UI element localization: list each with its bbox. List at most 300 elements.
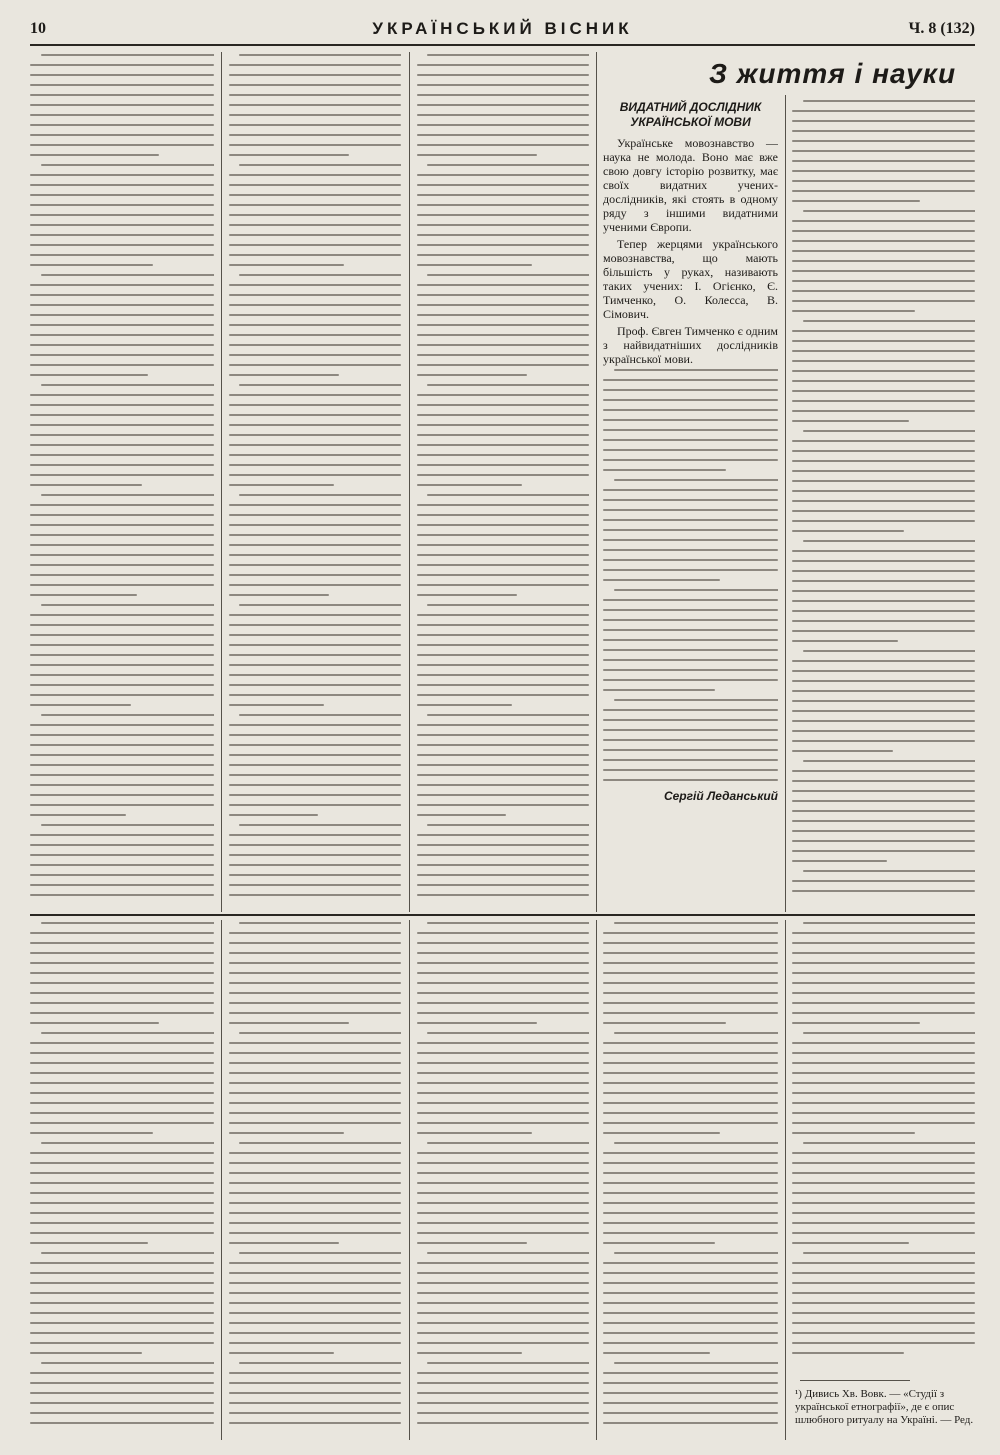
- text-line: [792, 1292, 975, 1294]
- text-line: [30, 774, 214, 776]
- text-line: [229, 874, 401, 876]
- text-line: [417, 774, 589, 776]
- text-line: [417, 254, 589, 256]
- text-line: [603, 1022, 726, 1024]
- text-line: [417, 504, 589, 506]
- text-line: [792, 750, 893, 752]
- text-line: [30, 64, 214, 66]
- text-line: [229, 674, 401, 676]
- text-line: [30, 1012, 214, 1014]
- text-line: [229, 1072, 401, 1074]
- text-line: [229, 804, 401, 806]
- text-line: [417, 1052, 589, 1054]
- text-line: [30, 1392, 214, 1394]
- text-line: [229, 154, 349, 156]
- text-line: [229, 1402, 401, 1404]
- text-line: [30, 324, 214, 326]
- text-line: [792, 1002, 975, 1004]
- text-line: [30, 114, 214, 116]
- text-line: [792, 590, 975, 592]
- text-line: [30, 154, 159, 156]
- text-line: [229, 244, 401, 246]
- text-line: [417, 404, 589, 406]
- text-line: [792, 820, 975, 822]
- text-line: [30, 1302, 214, 1304]
- text-line: [229, 484, 334, 486]
- text-line: [229, 414, 401, 416]
- text-line: [229, 1102, 401, 1104]
- text-line: [792, 350, 975, 352]
- column-divider: [596, 52, 597, 912]
- text-line: [229, 544, 401, 546]
- text-line: [792, 1202, 975, 1204]
- text-line: [417, 1242, 527, 1244]
- text-line: [417, 624, 589, 626]
- text-line: [792, 1272, 975, 1274]
- text-line: [603, 559, 778, 561]
- column-lower-5: [792, 922, 975, 1372]
- text-line: [792, 740, 975, 742]
- text-line: [30, 284, 214, 286]
- text-line: [603, 459, 778, 461]
- text-line: [803, 922, 975, 924]
- text-line: [603, 1202, 778, 1204]
- text-line: [603, 1092, 778, 1094]
- text-line: [603, 1272, 778, 1274]
- text-line: [417, 1102, 589, 1104]
- text-line: [30, 1072, 214, 1074]
- text-line: [30, 804, 214, 806]
- text-line: [417, 1282, 589, 1284]
- section-title: З життя і науки: [708, 58, 957, 89]
- text-line: [427, 1032, 589, 1034]
- text-line: [417, 864, 589, 866]
- text-lines: [417, 922, 589, 1432]
- text-line: [803, 760, 975, 762]
- text-line: [417, 694, 589, 696]
- text-line: [792, 1282, 975, 1284]
- text-line: [417, 1322, 589, 1324]
- text-line: [603, 779, 778, 781]
- text-line: [603, 499, 778, 501]
- text-line: [792, 270, 975, 272]
- text-line: [603, 962, 778, 964]
- text-line: [603, 1402, 778, 1404]
- text-line: [417, 554, 589, 556]
- text-line: [229, 724, 401, 726]
- text-line: [229, 364, 401, 366]
- text-line: [417, 962, 589, 964]
- text-line: [229, 194, 401, 196]
- text-lines: [229, 54, 401, 904]
- text-line: [229, 204, 401, 206]
- text-line: [603, 942, 778, 944]
- text-line: [30, 1212, 214, 1214]
- text-line: [603, 419, 778, 421]
- text-line: [229, 514, 401, 516]
- text-line: [417, 264, 532, 266]
- text-line: [30, 654, 214, 656]
- text-line: [417, 414, 589, 416]
- text-line: [30, 704, 131, 706]
- text-line: [792, 850, 975, 852]
- text-line: [792, 420, 909, 422]
- text-line: [30, 1222, 214, 1224]
- footnote-divider: [800, 1380, 910, 1381]
- text-line: [603, 679, 778, 681]
- text-line: [792, 310, 915, 312]
- text-line: [229, 972, 401, 974]
- text-line: [792, 680, 975, 682]
- text-line: [603, 1332, 778, 1334]
- text-line: [603, 1352, 710, 1354]
- column-upper-1: [30, 54, 214, 912]
- text-line: [30, 874, 214, 876]
- text-line: [603, 1102, 778, 1104]
- text-line: [229, 784, 401, 786]
- text-line: [417, 932, 589, 934]
- column-lower-3: [417, 922, 589, 1440]
- text-line: [30, 504, 214, 506]
- text-line: [417, 1202, 589, 1204]
- text-line: [229, 334, 401, 336]
- text-line: [417, 1012, 589, 1014]
- text-line: [427, 384, 589, 386]
- text-line: [417, 144, 589, 146]
- text-line: [417, 1372, 589, 1374]
- text-line: [239, 1142, 401, 1144]
- text-line: [603, 649, 778, 651]
- text-line: [239, 494, 401, 496]
- text-line: [229, 264, 344, 266]
- text-line: [30, 942, 214, 944]
- text-line: [417, 1232, 589, 1234]
- text-line: [803, 1142, 975, 1144]
- text-line: [30, 1322, 214, 1324]
- text-line: [239, 274, 401, 276]
- text-line: [792, 1322, 975, 1324]
- text-line: [603, 1412, 778, 1414]
- text-line: [603, 1292, 778, 1294]
- text-line: [239, 714, 401, 716]
- text-line: [792, 800, 975, 802]
- text-line: [603, 709, 778, 711]
- text-line: [30, 1092, 214, 1094]
- text-line: [417, 244, 589, 246]
- text-line: [30, 294, 214, 296]
- text-line: [229, 594, 329, 596]
- text-line: [417, 124, 589, 126]
- text-line: [229, 1282, 401, 1284]
- text-line: [603, 1312, 778, 1314]
- text-line: [792, 1302, 975, 1304]
- text-line: [30, 644, 214, 646]
- text-line: [792, 770, 975, 772]
- text-line: [417, 284, 589, 286]
- text-line: [229, 294, 401, 296]
- text-line: [614, 1252, 779, 1254]
- text-line: [41, 714, 214, 716]
- text-line: [792, 280, 975, 282]
- text-line: [41, 604, 214, 606]
- text-line: [229, 1182, 401, 1184]
- text-line: [229, 464, 401, 466]
- text-line: [792, 1342, 975, 1344]
- section-divider: [30, 914, 975, 916]
- text-line: [417, 1122, 589, 1124]
- text-line: [30, 754, 214, 756]
- text-line: [417, 634, 589, 636]
- text-line: [417, 1112, 589, 1114]
- text-line: [603, 659, 778, 661]
- text-line: [30, 264, 153, 266]
- text-line: [229, 684, 401, 686]
- text-line: [417, 834, 589, 836]
- text-line: [30, 1052, 214, 1054]
- column-lower-4: [603, 922, 778, 1440]
- text-line: [603, 1042, 778, 1044]
- text-line: [229, 634, 401, 636]
- text-line: [30, 764, 214, 766]
- text-line: [30, 1002, 214, 1004]
- text-line: [603, 1052, 778, 1054]
- text-line: [229, 74, 401, 76]
- text-line: [417, 664, 589, 666]
- text-line: [229, 1092, 401, 1094]
- text-line: [30, 104, 214, 106]
- text-line: [30, 144, 214, 146]
- text-line: [603, 1062, 778, 1064]
- text-line: [30, 1182, 214, 1184]
- text-line: [417, 1332, 589, 1334]
- text-line: [30, 1402, 214, 1404]
- text-line: [427, 604, 589, 606]
- text-line: [229, 404, 401, 406]
- text-line: [229, 754, 401, 756]
- text-line: [792, 640, 898, 642]
- text-line: [603, 1012, 778, 1014]
- text-line: [792, 390, 975, 392]
- text-line: [603, 519, 778, 521]
- text-line: [30, 1382, 214, 1384]
- text-line: [792, 190, 975, 192]
- text-line: [417, 204, 589, 206]
- text-line: [792, 630, 975, 632]
- text-line: [30, 624, 214, 626]
- text-lines: [792, 922, 975, 1362]
- text-line: [229, 1232, 401, 1234]
- text-line: [30, 1192, 214, 1194]
- text-line: [229, 564, 401, 566]
- column-upper-2: [229, 54, 401, 912]
- text-line: [792, 330, 975, 332]
- text-line: [427, 922, 589, 924]
- text-line: [229, 184, 401, 186]
- text-line: [792, 1162, 975, 1164]
- text-line: [792, 180, 975, 182]
- text-line: [229, 554, 401, 556]
- text-line: [417, 1272, 589, 1274]
- text-line: [417, 1132, 532, 1134]
- text-line: [417, 614, 589, 616]
- text-line: [30, 1262, 214, 1264]
- text-line: [30, 972, 214, 974]
- text-line: [792, 790, 975, 792]
- text-line: [792, 962, 975, 964]
- text-line: [30, 594, 137, 596]
- text-line: [792, 150, 975, 152]
- text-line: [229, 284, 401, 286]
- issue-number: Ч. 8 (132): [908, 20, 975, 37]
- text-line: [792, 510, 975, 512]
- text-line: [792, 410, 975, 412]
- text-line: [792, 690, 975, 692]
- text-lines: [229, 922, 401, 1432]
- text-line: [417, 224, 589, 226]
- text-line: [30, 304, 214, 306]
- text-line: [30, 1272, 214, 1274]
- text-line: [417, 1172, 589, 1174]
- text-line: [229, 1222, 401, 1224]
- text-line: [614, 1032, 779, 1034]
- text-lines: [603, 369, 778, 781]
- text-line: [603, 1372, 778, 1374]
- text-line: [30, 214, 214, 216]
- text-line: [614, 1142, 779, 1144]
- text-line: [417, 534, 589, 536]
- text-line: [792, 130, 975, 132]
- text-line: [792, 1262, 975, 1264]
- text-line: [30, 744, 214, 746]
- article-title-line1: ВИДАТНИЙ ДОСЛІДНИК: [619, 100, 762, 114]
- text-line: [417, 464, 589, 466]
- text-line: [603, 1342, 778, 1344]
- text-line: [30, 614, 214, 616]
- text-line: [792, 840, 975, 842]
- text-line: [30, 84, 214, 86]
- text-line: [229, 894, 401, 896]
- text-line: [417, 354, 589, 356]
- text-line: [30, 344, 214, 346]
- text-line: [603, 1422, 778, 1424]
- text-line: [603, 749, 778, 751]
- text-line: [792, 1192, 975, 1194]
- text-line: [417, 784, 589, 786]
- text-line: [417, 654, 589, 656]
- text-line: [41, 1252, 214, 1254]
- text-line: [30, 74, 214, 76]
- text-line: [417, 374, 527, 376]
- text-line: [30, 204, 214, 206]
- text-line: [603, 1072, 778, 1074]
- text-line: [30, 454, 214, 456]
- text-line: [603, 1182, 778, 1184]
- text-line: [417, 1222, 589, 1224]
- text-line: [603, 599, 778, 601]
- text-line: [229, 84, 401, 86]
- text-line: [603, 549, 778, 551]
- text-line: [229, 1202, 401, 1204]
- text-line: [30, 1242, 148, 1244]
- text-line: [792, 1042, 975, 1044]
- text-line: [229, 1332, 401, 1334]
- text-line: [417, 1212, 589, 1214]
- text-line: [229, 214, 401, 216]
- text-line: [229, 1192, 401, 1194]
- text-line: [417, 734, 589, 736]
- text-line: [30, 424, 214, 426]
- article-title: [603, 100, 778, 130]
- text-line: [229, 434, 401, 436]
- text-line: [229, 504, 401, 506]
- text-line: [229, 1422, 401, 1424]
- text-line: [239, 164, 401, 166]
- text-line: [427, 494, 589, 496]
- text-line: [30, 194, 214, 196]
- column-divider: [785, 920, 786, 1440]
- text-line: [229, 324, 401, 326]
- text-line: [603, 1082, 778, 1084]
- text-line: [603, 1262, 778, 1264]
- text-line: [603, 729, 778, 731]
- text-line: [792, 932, 975, 934]
- text-line: [417, 344, 589, 346]
- text-line: [30, 1022, 159, 1024]
- text-line: [30, 1112, 214, 1114]
- text-line: [792, 1132, 915, 1134]
- text-line: [603, 639, 778, 641]
- text-line: [603, 1132, 720, 1134]
- text-line: [229, 734, 401, 736]
- text-line: [792, 400, 975, 402]
- text-line: [30, 844, 214, 846]
- text-line: [30, 334, 214, 336]
- text-line: [417, 574, 589, 576]
- text-line: [427, 1252, 589, 1254]
- text-line: [41, 54, 214, 56]
- text-line: [229, 764, 401, 766]
- text-line: [803, 100, 975, 102]
- column-divider: [409, 52, 410, 912]
- text-line: [417, 364, 589, 366]
- text-line: [229, 114, 401, 116]
- text-line: [417, 952, 589, 954]
- text-line: [792, 1052, 975, 1054]
- text-line: [41, 384, 214, 386]
- text-line: [30, 962, 214, 964]
- text-line: [792, 1172, 975, 1174]
- text-line: [30, 174, 214, 176]
- text-line: [229, 704, 324, 706]
- text-line: [30, 734, 214, 736]
- text-line: [417, 514, 589, 516]
- text-line: [603, 399, 778, 401]
- text-line: [229, 654, 401, 656]
- text-line: [603, 429, 778, 431]
- page-header: [30, 18, 975, 46]
- text-line: [792, 300, 975, 302]
- text-line: [229, 344, 401, 346]
- text-line: [30, 864, 214, 866]
- text-line: [229, 1272, 401, 1274]
- text-line: [792, 1022, 920, 1024]
- text-line: [417, 1402, 589, 1404]
- text-line: [239, 384, 401, 386]
- text-line: [603, 952, 778, 954]
- text-line: [229, 982, 401, 984]
- text-line: [614, 699, 779, 701]
- text-line: [229, 174, 401, 176]
